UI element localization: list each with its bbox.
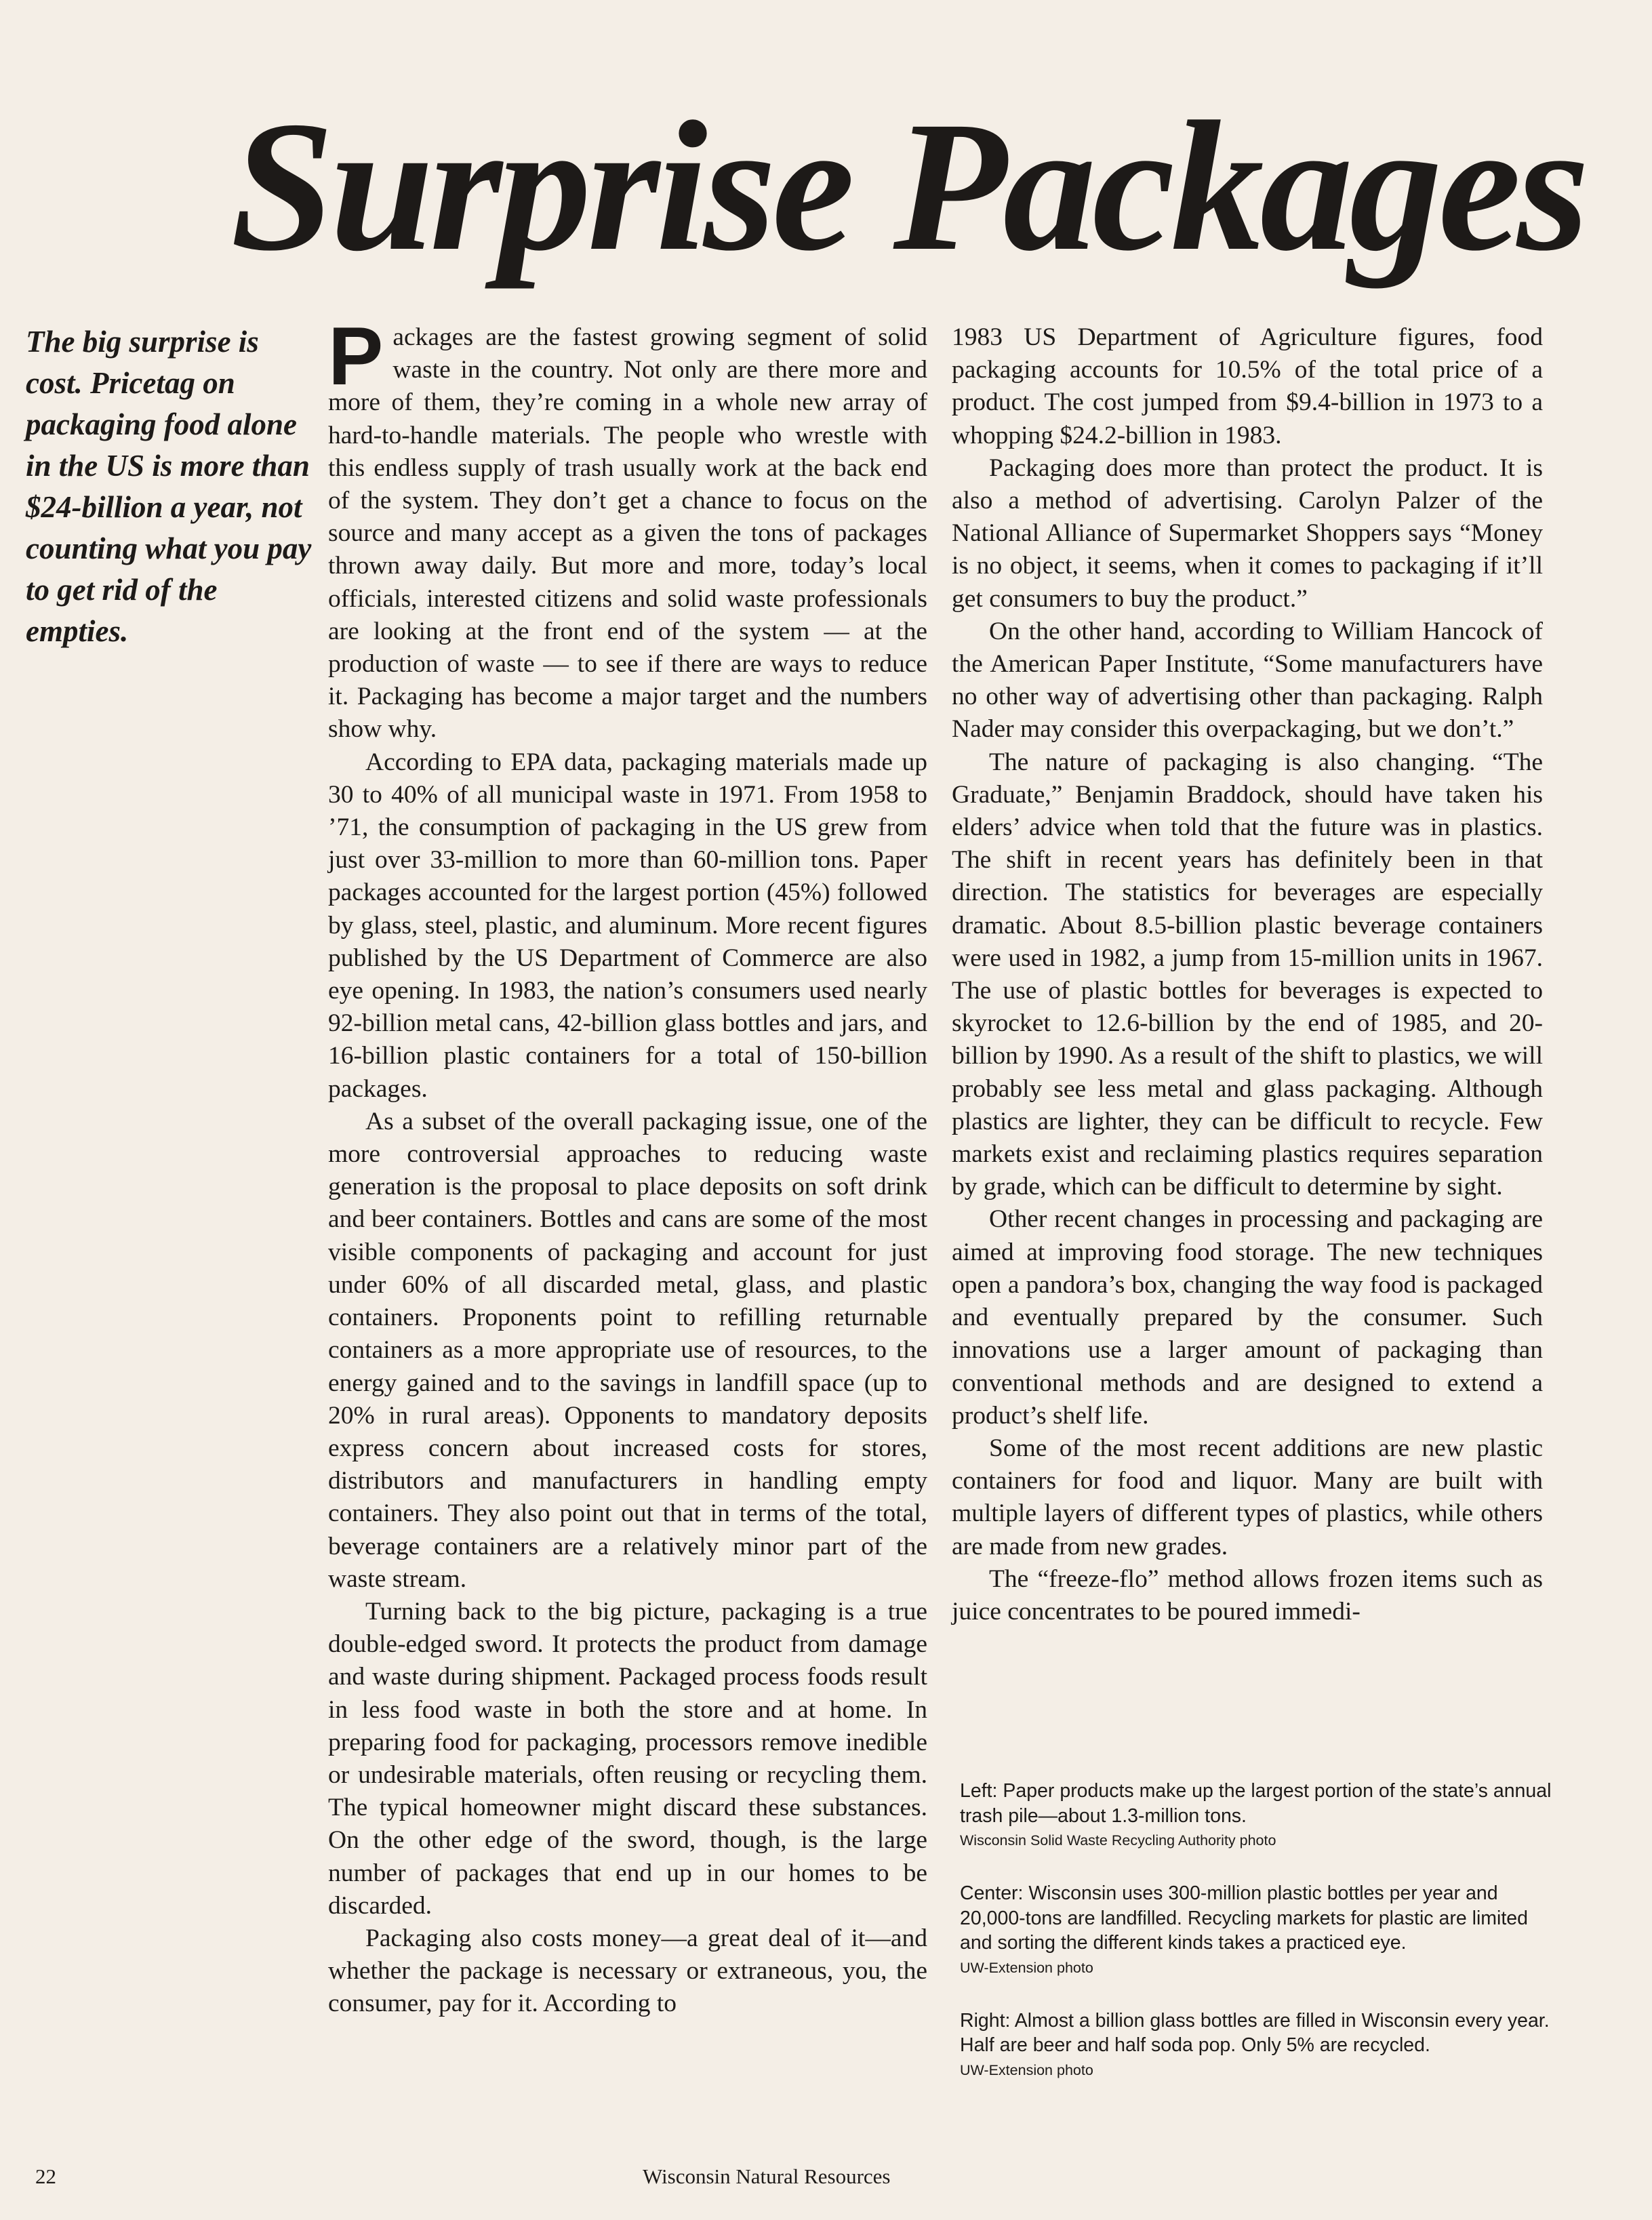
caption-left — [960, 1779, 1556, 1851]
photo-credit: UW-Extension photo — [960, 2061, 1093, 2078]
page-number: 22 — [35, 2164, 56, 2188]
caption-text: Right: Almost a billion glass bottles are filled in Wisconsin every year. Half are beer and half soda pop. Only 5% are recycled. — [960, 2009, 1550, 2056]
caption-text: Center: Wisconsin uses 300-million plastic bottles per year and 20,000-tons are landfilled. Recycling markets for plastic are limited and sorting the different kinds takes a practiced eye. — [960, 1882, 1528, 1954]
paragraph: Packaging does more than protect the product. It is also a method of advertising. Carolyn Palzer of the National Alliance of Supermarket Shoppers says “Money is no object, it seems, when it comes to packaging if it’ll get consumers to buy the product.” — [952, 453, 1543, 613]
photo-captions — [960, 1779, 1556, 2111]
article-deck: The big surprise is cost. Pricetag on packaging food alone in the US is more than $24-billion a year, not counting what you pay to get rid of the empties. — [26, 325, 312, 648]
paragraph: 1983 US Department of Agriculture figures, food packaging accounts for 10.5% of the total price of a product. The cost jumped from $9.4-billion in 1973 to a whopping $24.2-billion in 1983. — [952, 323, 1543, 449]
publication-name: Wisconsin Natural Resources — [643, 2164, 891, 2188]
paragraph: Other recent changes in processing and packaging are aimed at improving food storage. The new techniques open a pandora’s box, changing the way food is packaged and eventually prepared by the consumer. Such innovations use a larger amount of packaging than conventional methods and are designed to extend a product’s shelf life. — [952, 1205, 1543, 1430]
paragraph: On the other hand, according to William Hancock of the American Paper Institute, “Some manufacturers have no other way of advertising other than packaging. Ralph Nader may consider this overpackaging, but we don’t.” — [952, 617, 1543, 744]
paragraph: Some of the most recent additions are new plastic containers for food and liquor. Many are built with multiple layers of different types of plastics, while others are made from new grades. — [952, 1434, 1543, 1560]
paragraph: As a subset of the overall packaging issue, one of the more controversial approaches to reducing waste generation is the proposal to place deposits on soft drink and beer containers. Bottles and cans are some of the most visible components of packaging and account for just under 60% of all discarded metal, glass, and plastic containers. Proponents point to refilling returnable containers as a more appropriate use of resources, to the energy gained and to the savings in landfill space (up to 20% in rural areas). Opponents to mandatory deposits express concern about increased costs for stores, distributors and manufacturers in handling empty containers. They also point out that in terms of the total, beverage containers are a relatively minor part of the waste stream. — [328, 1107, 927, 1593]
paragraph: Packaging also costs money—a great deal of it—and whether the package is necessary or extraneous, you, the consumer, pay for it. According to — [328, 1924, 927, 2018]
article-title: Surprise Packages — [230, 83, 1586, 289]
caption-center — [960, 1881, 1556, 1979]
paragraph: According to EPA data, packaging materials made up 30 to 40% of all municipal waste in 1971. From 1958 to ’71, the consumption of packaging in the US grew from just over 33-million to more than 60-million tons. Paper packages accounted for the largest portion (45%) followed by glass, steel, plastic, and aluminum. More recent figures published by the US Department of Commerce are also eye opening. In 1983, the nation’s consumers used nearly 92-billion metal cans, 42-billion glass bottles and jars, and 16-billion plastic containers for a total of 150-billion packages. — [328, 748, 927, 1103]
caption-text: Left: Paper products make up the largest portion of the state’s annual trash pile—about 1.3-million tons. — [960, 1780, 1552, 1827]
drop-cap: P — [328, 310, 384, 402]
paragraph: The “freeze-flo” method allows frozen items such as juice concentrates to be poured immedi- — [952, 1565, 1543, 1626]
caption-right — [960, 2009, 1556, 2081]
photo-credit: UW-Extension photo — [960, 1959, 1093, 1976]
photo-credit: Wisconsin Solid Waste Recycling Authority photo — [960, 1832, 1276, 1849]
body-column-1 — [328, 310, 927, 2021]
paragraph — [328, 310, 927, 746]
paragraph-text: ackages are the fastest growing segment of solid waste in the country. Not only are there more and more of them, they’re coming in a whole new array of hard-to-handle materials. The people who wrestle with this endless supply of trash usually work at the back end of the system. They don’t get a chance to focus on the source and many accept as a given the tons of packages thrown away daily. But more and more, today’s local officials, interested citizens and solid waste professionals are looking at the front end of the system — at the production of waste — to see if there are ways to reduce it. Packaging has become a major target and the numbers show why. — [328, 323, 927, 744]
body-column-2 — [952, 321, 1543, 1628]
paragraph: Turning back to the big picture, packaging is a true double-edged sword. It protects the product from damage and waste during shipment. Packaged process foods result in less food waste in both the store and at home. In preparing food for packaging, processors remove inedible or undesirable materials, often reusing or recycling them. The typical homeowner might discard these substances. On the other edge of the sword, though, is the large number of packages that end up in our homes to be discarded. — [328, 1597, 927, 1920]
paragraph: The nature of packaging is also changing. “The Graduate,” Benjamin Braddock, should have taken his elders’ advice when told that the future was in plastics. The shift in recent years has definitely been in that direction. The statistics for beverages are especially dramatic. About 8.5-billion plastic beverage containers were used in 1982, a jump from 15-million units in 1967. The use of plastic bottles for beverages is expected to skyrocket to 12.6-billion by the end of 1985, and 20-billion by 1990. As a result of the shift to plastics, we will probably see less metal and glass packaging. Although plastics are lighter, they can be difficult to recycle. Few markets exist and reclaiming plastics requires separation by grade, which can be difficult to determine by sight. — [952, 748, 1543, 1201]
